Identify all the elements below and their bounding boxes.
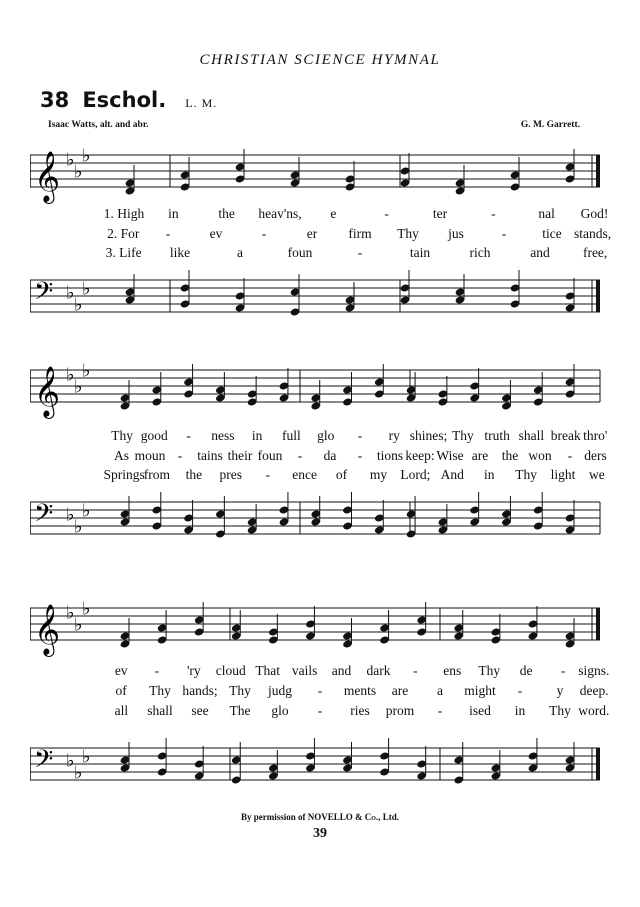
lyric-syllable: we <box>588 467 605 482</box>
lyric-syllable: God! <box>580 206 609 221</box>
music-system-2-treble <box>30 360 610 420</box>
lyric-syllable: and <box>530 245 550 260</box>
lyric-syllable: - <box>560 663 566 678</box>
lyric-syllable: tains <box>197 448 223 463</box>
flat-icon: ♭ <box>66 504 75 526</box>
lyric-syllable: vails <box>291 663 318 678</box>
lyric-syllable: de <box>519 663 533 678</box>
flat-icon: ♭ <box>66 602 75 624</box>
lyric-syllable: moun <box>134 448 166 463</box>
lyric-syllable: 2. For <box>107 226 140 241</box>
lyric-syllable: truth <box>484 428 510 443</box>
lyric-syllable: - <box>186 428 191 443</box>
lyric-syllable: - <box>437 703 443 718</box>
lyric-syllable: are <box>391 683 409 698</box>
lyric-syllable: - <box>567 448 573 463</box>
lyric-syllable: - <box>413 663 418 678</box>
lyric-syllable: ter <box>432 206 448 221</box>
lyric-syllable: e <box>330 206 337 221</box>
lyric-syllable: - <box>357 245 363 260</box>
music-system-1-bass <box>30 270 610 330</box>
lyric-syllable: nal <box>538 206 555 221</box>
lyric-syllable: hands; <box>182 683 218 698</box>
flat-icon: ♭ <box>82 278 91 300</box>
lyric-syllable: ders <box>584 448 607 463</box>
lyric-syllable: - <box>177 448 183 463</box>
lyric-syllable: dark <box>366 663 391 678</box>
lyric-syllable: won <box>528 448 552 463</box>
lyric-syllable: my <box>369 467 388 482</box>
lyric-syllable: pres <box>219 467 243 482</box>
lyric-syllable: - <box>357 448 363 463</box>
permission-prefix: By permission of <box>241 812 306 822</box>
lyric-syllable: word. <box>578 703 610 718</box>
music-system-1-treble <box>30 145 610 205</box>
hymn-meter: L. M. <box>185 96 218 110</box>
lyric-row-1-1 <box>30 206 610 224</box>
lyric-syllable: - <box>261 226 267 241</box>
hymn-header <box>40 88 217 112</box>
flat-icon: ♭ <box>74 161 83 183</box>
lyric-syllable: - <box>297 448 303 463</box>
lyric-syllable: their <box>227 448 253 463</box>
lyric-syllable: Thy <box>515 467 538 482</box>
running-head: CHRISTIAN SCIENCE HYMNAL <box>199 52 441 68</box>
lyric-syllable: - <box>317 683 323 698</box>
music-system-2-bass <box>30 492 610 552</box>
music-system-3-bass <box>30 738 610 798</box>
lyric-row-2-1 <box>30 428 610 446</box>
lyric-syllable: good <box>140 428 168 443</box>
lyric-syllable: ments <box>343 683 377 698</box>
lyric-syllable: da <box>323 448 337 463</box>
lyric-syllable: - <box>501 226 507 241</box>
flat-icon: ♭ <box>74 516 83 538</box>
lyric-syllable: 3. Life <box>105 245 142 260</box>
lyric-syllable: from <box>143 467 171 482</box>
lyric-syllable: Wise <box>436 448 464 463</box>
lyric-syllable: ence <box>292 467 317 482</box>
lyric-syllable: y <box>556 683 564 698</box>
lyric-syllable: Thy <box>478 663 501 678</box>
lyric-syllable: The <box>229 703 251 718</box>
lyric-syllable: all <box>114 703 129 718</box>
flat-icon: ♭ <box>66 282 75 304</box>
lyric-syllable: the <box>185 467 203 482</box>
flat-icon: ♭ <box>74 294 83 316</box>
lyric-syllable: stands, <box>574 226 612 241</box>
lyric-syllable: are <box>471 448 489 463</box>
flat-icon: ♭ <box>82 746 91 768</box>
publisher-name: NOVELLO & Co., <box>307 812 381 822</box>
lyric-syllable: the <box>501 448 519 463</box>
flat-icon: ♭ <box>82 598 91 620</box>
lyric-syllable: Thy <box>111 428 134 443</box>
lyric-syllable: Thy <box>229 683 251 698</box>
lyric-syllable: full <box>282 428 301 443</box>
lyric-syllable: Springs <box>103 467 145 482</box>
lyric-syllable: see <box>191 703 209 718</box>
treble-clef-icon: 𝄞 <box>34 366 61 417</box>
lyric-syllable: As <box>113 448 130 463</box>
lyric-syllable: free, <box>582 245 608 260</box>
flat-icon: ♭ <box>82 500 91 522</box>
lyric-syllable: - <box>491 206 496 221</box>
lyric-row-2-3 <box>30 467 610 485</box>
lyric-syllable: ries <box>350 703 370 718</box>
lyric-syllable: er <box>306 226 318 241</box>
lyric-syllable: the <box>218 206 235 221</box>
bass-clef-icon: 𝄢 <box>34 277 54 312</box>
lyric-syllable: judg <box>267 683 293 698</box>
bass-clef-icon: 𝄢 <box>34 499 54 534</box>
hymn-number: 38 <box>40 88 70 112</box>
hymn-composer: G. M. Garrett. <box>520 120 580 130</box>
lyric-syllable: keep: <box>405 448 435 463</box>
music-system-3-treble <box>30 598 610 658</box>
lyric-syllable: ry <box>388 428 400 443</box>
lyric-syllable: ens <box>443 663 462 678</box>
lyric-syllable: of <box>115 683 127 698</box>
flat-icon: ♭ <box>66 364 75 386</box>
lyric-syllable: in <box>168 206 179 221</box>
hymn-title: Eschol. <box>82 88 167 112</box>
lyric-row-3-1 <box>30 663 610 681</box>
lyric-syllable: 'ry <box>187 663 201 678</box>
lyric-syllable: - <box>265 467 270 482</box>
lyric-syllable: tions <box>376 448 404 463</box>
lyric-syllable: 1. High <box>103 206 145 221</box>
lyric-syllable: ev <box>209 226 223 241</box>
lyric-row-1-3 <box>30 245 610 263</box>
lyric-syllable: ev <box>114 663 128 678</box>
lyric-row-3-2 <box>30 683 610 701</box>
flat-icon: ♭ <box>66 750 75 772</box>
lyric-syllable: tain <box>409 245 431 260</box>
flat-icon: ♭ <box>82 360 91 382</box>
lyric-syllable: a <box>437 683 443 698</box>
lyric-syllable: firm <box>348 226 372 241</box>
lyric-syllable: Thy <box>149 683 171 698</box>
lyric-syllable: Thy <box>549 703 571 718</box>
lyric-syllable: rich <box>469 245 491 260</box>
lyric-syllable: break <box>550 428 581 443</box>
lyric-row-1-2 <box>30 226 610 244</box>
lyric-syllable: - <box>384 206 389 221</box>
lyric-syllable: thro' <box>583 428 608 443</box>
lyric-syllable: light <box>550 467 576 482</box>
lyric-row-2-2 <box>30 448 610 466</box>
publisher-suffix: Ltd. <box>382 812 399 822</box>
hymn-author: Isaac Watts, alt. and abr. <box>48 120 149 130</box>
lyric-syllable: - <box>517 683 523 698</box>
treble-clef-icon: 𝄞 <box>34 604 61 655</box>
lyric-syllable: tice <box>542 226 562 241</box>
lyric-syllable: a <box>237 245 243 260</box>
lyric-syllable: - <box>154 663 160 678</box>
lyric-syllable: foun <box>287 245 313 260</box>
lyric-syllable: - <box>357 428 363 443</box>
lyric-syllable: - <box>317 703 323 718</box>
lyric-syllable: glo <box>271 703 289 718</box>
lyric-syllable: heav'ns, <box>258 206 302 221</box>
flat-icon: ♭ <box>74 376 83 398</box>
permission-note <box>0 812 640 822</box>
lyric-syllable: ness <box>211 428 235 443</box>
lyric-syllable: jus <box>448 226 464 241</box>
lyric-syllable: in <box>514 703 526 718</box>
lyric-syllable: Thy <box>397 226 419 241</box>
lyric-syllable: might <box>464 683 496 698</box>
lyric-syllable: of <box>335 467 348 482</box>
lyric-syllable: That <box>255 663 281 678</box>
lyric-syllable: and <box>331 663 352 678</box>
lyric-syllable: - <box>165 226 171 241</box>
flat-icon: ♭ <box>74 762 83 784</box>
lyric-syllable: glo <box>317 428 335 443</box>
page-number: 39 <box>313 826 327 841</box>
lyric-syllable: Thy <box>451 428 474 443</box>
lyric-syllable: in <box>251 428 263 443</box>
flat-icon: ♭ <box>74 614 83 636</box>
bass-clef-icon: 𝄢 <box>34 745 54 780</box>
flat-icon: ♭ <box>82 145 91 167</box>
lyric-syllable: signs. <box>578 663 610 678</box>
lyric-syllable: like <box>169 245 191 260</box>
treble-clef-icon: 𝄞 <box>34 151 61 202</box>
lyric-syllable: Lord; <box>400 467 431 482</box>
lyric-syllable: cloud <box>215 663 246 678</box>
lyric-syllable: in <box>483 467 495 482</box>
lyric-syllable: ised <box>469 703 491 718</box>
lyric-syllable: shall <box>147 703 173 718</box>
lyric-syllable: prom <box>385 703 415 718</box>
lyric-syllable: foun <box>257 448 283 463</box>
lyric-syllable: deep. <box>579 683 609 698</box>
lyric-syllable: shall <box>518 428 545 443</box>
lyric-row-3-3 <box>30 703 610 721</box>
lyric-syllable: And <box>440 467 464 482</box>
flat-icon: ♭ <box>66 149 75 171</box>
lyric-syllable: shines; <box>409 428 448 443</box>
